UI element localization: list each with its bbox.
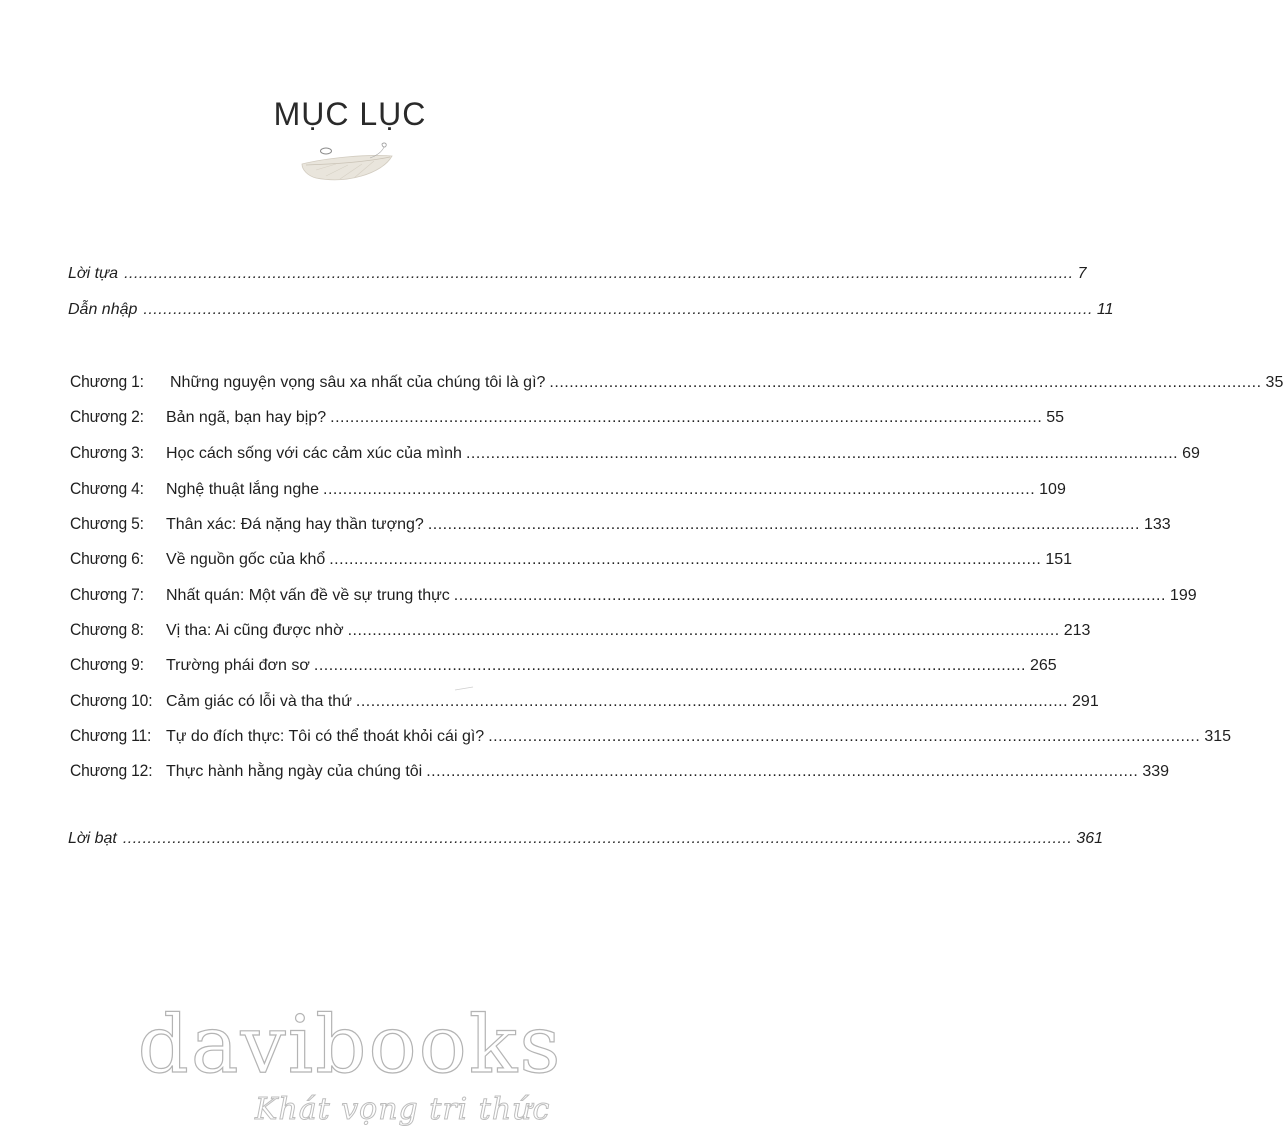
toc-entry-page: 7 — [1077, 265, 1087, 282]
leader-dots: ................................................................................................................................................ — [488, 728, 1201, 745]
leader-dots: ................................................................................................................................................ — [427, 516, 1140, 533]
chapter-title: Thực hành hằng ngày của chúng tôi — [166, 763, 423, 780]
leader-dots: ................................................................................................................................................ — [355, 693, 1069, 710]
chapter-label: Chương 1: — [70, 372, 144, 391]
chapter-label: Chương 12: — [70, 761, 153, 780]
chapter-page: 55 — [1046, 409, 1065, 426]
toc-entry-page: 361 — [1076, 830, 1104, 847]
page-title: MỤC LỤC — [273, 96, 427, 132]
chapter-label: Chương 3: — [70, 443, 144, 462]
chapter-label: Chương 11: — [70, 726, 152, 745]
chapter-page: 199 — [1169, 587, 1197, 604]
chapter-title: Vị tha: Ai cũng được nhờ — [166, 622, 344, 639]
toc-chapter-1 — [70, 371, 1283, 394]
chapter-title: Nhất quán: Một vấn đề về sự trung thực — [166, 587, 450, 604]
leader-dots: ................................................................................................................................................ — [329, 551, 1042, 568]
chapter-page: 133 — [1143, 516, 1171, 533]
toc-chapter-6 — [70, 548, 1073, 571]
chapter-page: 69 — [1182, 445, 1200, 462]
leader-dots: ................................................................................................................................................ — [347, 622, 1060, 639]
pen-mark — [455, 687, 473, 691]
toc-chapter-7 — [70, 584, 1197, 607]
leader-dots: ................................................................................................................................................ — [453, 587, 1166, 604]
toc-chapter-8 — [70, 619, 1091, 642]
toc-chapter-10 — [70, 690, 1099, 713]
toc-entry-label: Lời bạt — [68, 830, 117, 847]
leader-dots: ................................................................................................................................................ — [426, 763, 1139, 780]
leader-dots: ................................................................................................................................................................................................ — [124, 265, 1074, 282]
chapter-label: Chương 5: — [70, 514, 144, 533]
toc-chapter-5 — [70, 513, 1171, 536]
chapter-label: Chương 2: — [70, 407, 144, 426]
watermark-brand: davibooks — [137, 998, 563, 1091]
chapter-page: 109 — [1039, 481, 1066, 498]
leader-dots: ................................................................................................................................................................................................ — [143, 301, 1093, 318]
leaf-ornament-icon — [296, 134, 406, 190]
watermark-slogan: Khát vọng tri thức — [255, 1092, 551, 1127]
toc-entry-dan-nhap — [68, 299, 1114, 321]
leader-dots: ................................................................................................................................................ — [313, 657, 1026, 674]
chapter-title: Tự do đích thực: Tôi có thể thoát khỏi cái gì? — [166, 728, 485, 745]
chapter-title: Nghệ thuật lắng nghe — [166, 481, 320, 498]
chapter-page: 151 — [1045, 551, 1073, 568]
chapter-title: Trường phái đơn sơ — [166, 657, 310, 674]
toc-chapter-12 — [70, 760, 1170, 783]
toc-entry-loi-tua — [68, 263, 1087, 285]
leader-dots: ................................................................................................................................................ — [323, 481, 1036, 498]
chapter-label: Chương 6: — [70, 549, 144, 568]
chapter-page: 315 — [1204, 728, 1232, 745]
chapter-label: Chương 9: — [70, 655, 144, 674]
leader-dots: ................................................................................................................................................ — [330, 409, 1043, 426]
leader-dots: ................................................................................................................................................ — [465, 445, 1179, 462]
chapter-label: Chương 8: — [70, 620, 144, 639]
chapter-label: Chương 7: — [70, 585, 144, 604]
chapter-page: 291 — [1072, 693, 1099, 710]
chapter-label: Chương 4: — [70, 479, 144, 498]
toc-entry-loi-bat — [68, 828, 1104, 850]
toc-entry-page: 11 — [1096, 301, 1114, 318]
toc-entry-label: Lời tựa — [68, 265, 119, 282]
leader-dots: ................................................................................................................................................................................................ — [122, 830, 1073, 847]
toc-chapter-2 — [70, 406, 1065, 429]
chapter-title: Bản ngã, bạn hay bịp? — [166, 409, 327, 426]
toc-entry-label: Dẫn nhập — [68, 301, 138, 318]
chapter-title: Thân xác: Đá nặng hay thần tượng? — [166, 516, 424, 533]
toc-chapter-4 — [70, 478, 1066, 501]
chapter-title: Những nguyện vọng sâu xa nhất của chúng tôi là gì? — [170, 374, 546, 391]
chapter-title: Về nguồn gốc của khổ — [166, 551, 326, 568]
chapter-page: 265 — [1030, 657, 1057, 674]
chapter-page: 213 — [1063, 622, 1091, 639]
chapter-page: 35 — [1265, 374, 1283, 391]
chapter-label: Chương 10: — [70, 691, 153, 710]
leader-dots: ................................................................................................................................................ — [549, 374, 1262, 391]
chapter-title: Cảm giác có lỗi và tha thứ — [166, 693, 352, 710]
chapter-page: 339 — [1142, 763, 1170, 780]
toc-chapter-9 — [70, 654, 1057, 677]
chapter-title: Học cách sống với các cảm xúc của mình — [166, 445, 462, 462]
toc-chapter-3 — [70, 442, 1200, 465]
toc-chapter-11 — [70, 725, 1232, 748]
